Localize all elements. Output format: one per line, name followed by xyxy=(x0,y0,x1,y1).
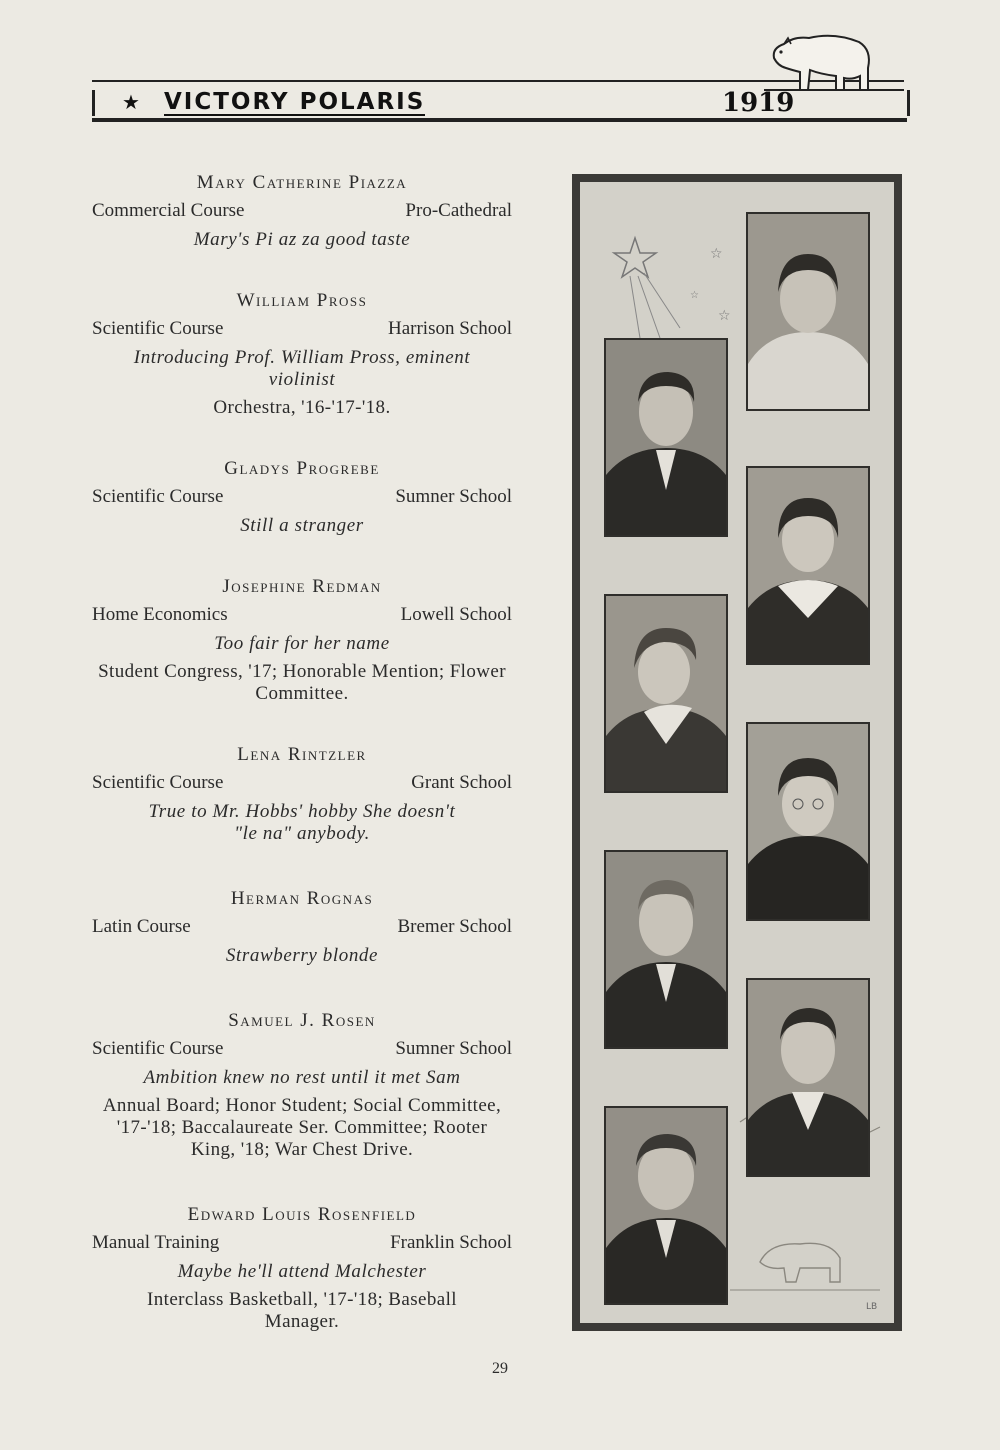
motto: Ambition knew no rest until it met Sam xyxy=(143,1067,461,1088)
polar-bear-logo xyxy=(764,28,904,108)
entry xyxy=(92,288,512,419)
student-photo xyxy=(746,466,870,665)
student-photo xyxy=(746,722,870,921)
course: Manual Training xyxy=(92,1232,220,1253)
entry xyxy=(92,742,512,851)
header-rule-bottom xyxy=(92,118,907,122)
student-photo xyxy=(746,978,870,1177)
photo-panel xyxy=(572,174,902,1331)
yearbook-title: VICTORY POLARIS xyxy=(164,89,426,115)
school: Sumner School xyxy=(395,1038,512,1059)
course: Scientific Course xyxy=(92,486,224,507)
course: Home Economics xyxy=(92,604,228,625)
school: Harrison School xyxy=(387,318,512,339)
star-icon: ★ xyxy=(122,90,140,114)
activities: Annual Board; Honor Student; Social Committee, '17-'18; Baccalaureate Ser. Committee; Rooter King, '18; War Chest Drive. xyxy=(102,1095,502,1160)
activities: Interclass Basketball, '17-'18; Baseball Manager. xyxy=(147,1289,457,1332)
course-row xyxy=(92,768,512,798)
student-name: Gladys Progrebe xyxy=(224,458,380,479)
course-row xyxy=(92,482,512,512)
school: Pro-Cathedral xyxy=(405,200,512,221)
student-name: William Pross xyxy=(236,290,368,311)
motto: Still a stranger xyxy=(240,515,364,536)
school: Grant School xyxy=(411,772,512,793)
student-name: Josephine Redman xyxy=(222,576,382,597)
course-row xyxy=(92,600,512,630)
yearbook-year: 1919 xyxy=(722,88,795,118)
entry xyxy=(92,574,512,705)
student-name: Herman Rognas xyxy=(230,888,374,909)
entry xyxy=(92,456,512,543)
motto: Strawberry blonde xyxy=(225,945,379,966)
motto: Maybe he'll attend Malchester xyxy=(177,1261,427,1282)
activities: Orchestra, '16-'17-'18. xyxy=(213,397,391,418)
course-row xyxy=(92,196,512,226)
student-name: Samuel J. Rosen xyxy=(228,1010,376,1031)
student-photo xyxy=(746,212,870,411)
student-name: Mary Catherine Piazza xyxy=(196,172,408,193)
course: Latin Course xyxy=(92,916,191,937)
entry xyxy=(92,1202,512,1333)
course-row xyxy=(92,1228,512,1258)
activities: Student Congress, '17; Honorable Mention; Flower Committee. xyxy=(98,661,506,704)
course-row xyxy=(92,912,512,942)
student-name: Edward Louis Rosenfield xyxy=(187,1204,417,1225)
school: Bremer School xyxy=(397,916,512,937)
school: Sumner School xyxy=(395,486,512,507)
course-row xyxy=(92,1034,512,1064)
motto: Mary's Pi az za good taste xyxy=(193,229,411,250)
course: Scientific Course xyxy=(92,1038,224,1059)
student-photo xyxy=(604,594,728,793)
svg-text:☆: ☆ xyxy=(718,308,731,324)
course: Scientific Course xyxy=(92,772,224,793)
shooting-star-icon xyxy=(600,228,750,348)
student-name: Lena Rintzler xyxy=(237,744,367,765)
svg-text:☆: ☆ xyxy=(710,246,723,262)
course-row xyxy=(92,314,512,344)
school: Lowell School xyxy=(400,604,512,625)
motto: True to Mr. Hobbs' hobby She doesn't "le na" anybody. xyxy=(148,801,456,844)
page-number: 29 xyxy=(492,1360,508,1377)
motto: Introducing Prof. William Pross, eminent violinist xyxy=(133,347,471,390)
entry xyxy=(92,886,512,973)
student-photo xyxy=(604,338,728,537)
student-photo xyxy=(604,1106,728,1305)
artist-initials: LB xyxy=(866,1302,878,1312)
course: Scientific Course xyxy=(92,318,224,339)
svg-text:☆: ☆ xyxy=(690,290,699,301)
page-header xyxy=(92,78,908,134)
student-photo xyxy=(604,850,728,1049)
school: Franklin School xyxy=(390,1232,512,1253)
motto: Too fair for her name xyxy=(214,633,390,654)
entry xyxy=(92,170,512,257)
entry xyxy=(92,1008,512,1161)
course: Commercial Course xyxy=(92,200,245,221)
